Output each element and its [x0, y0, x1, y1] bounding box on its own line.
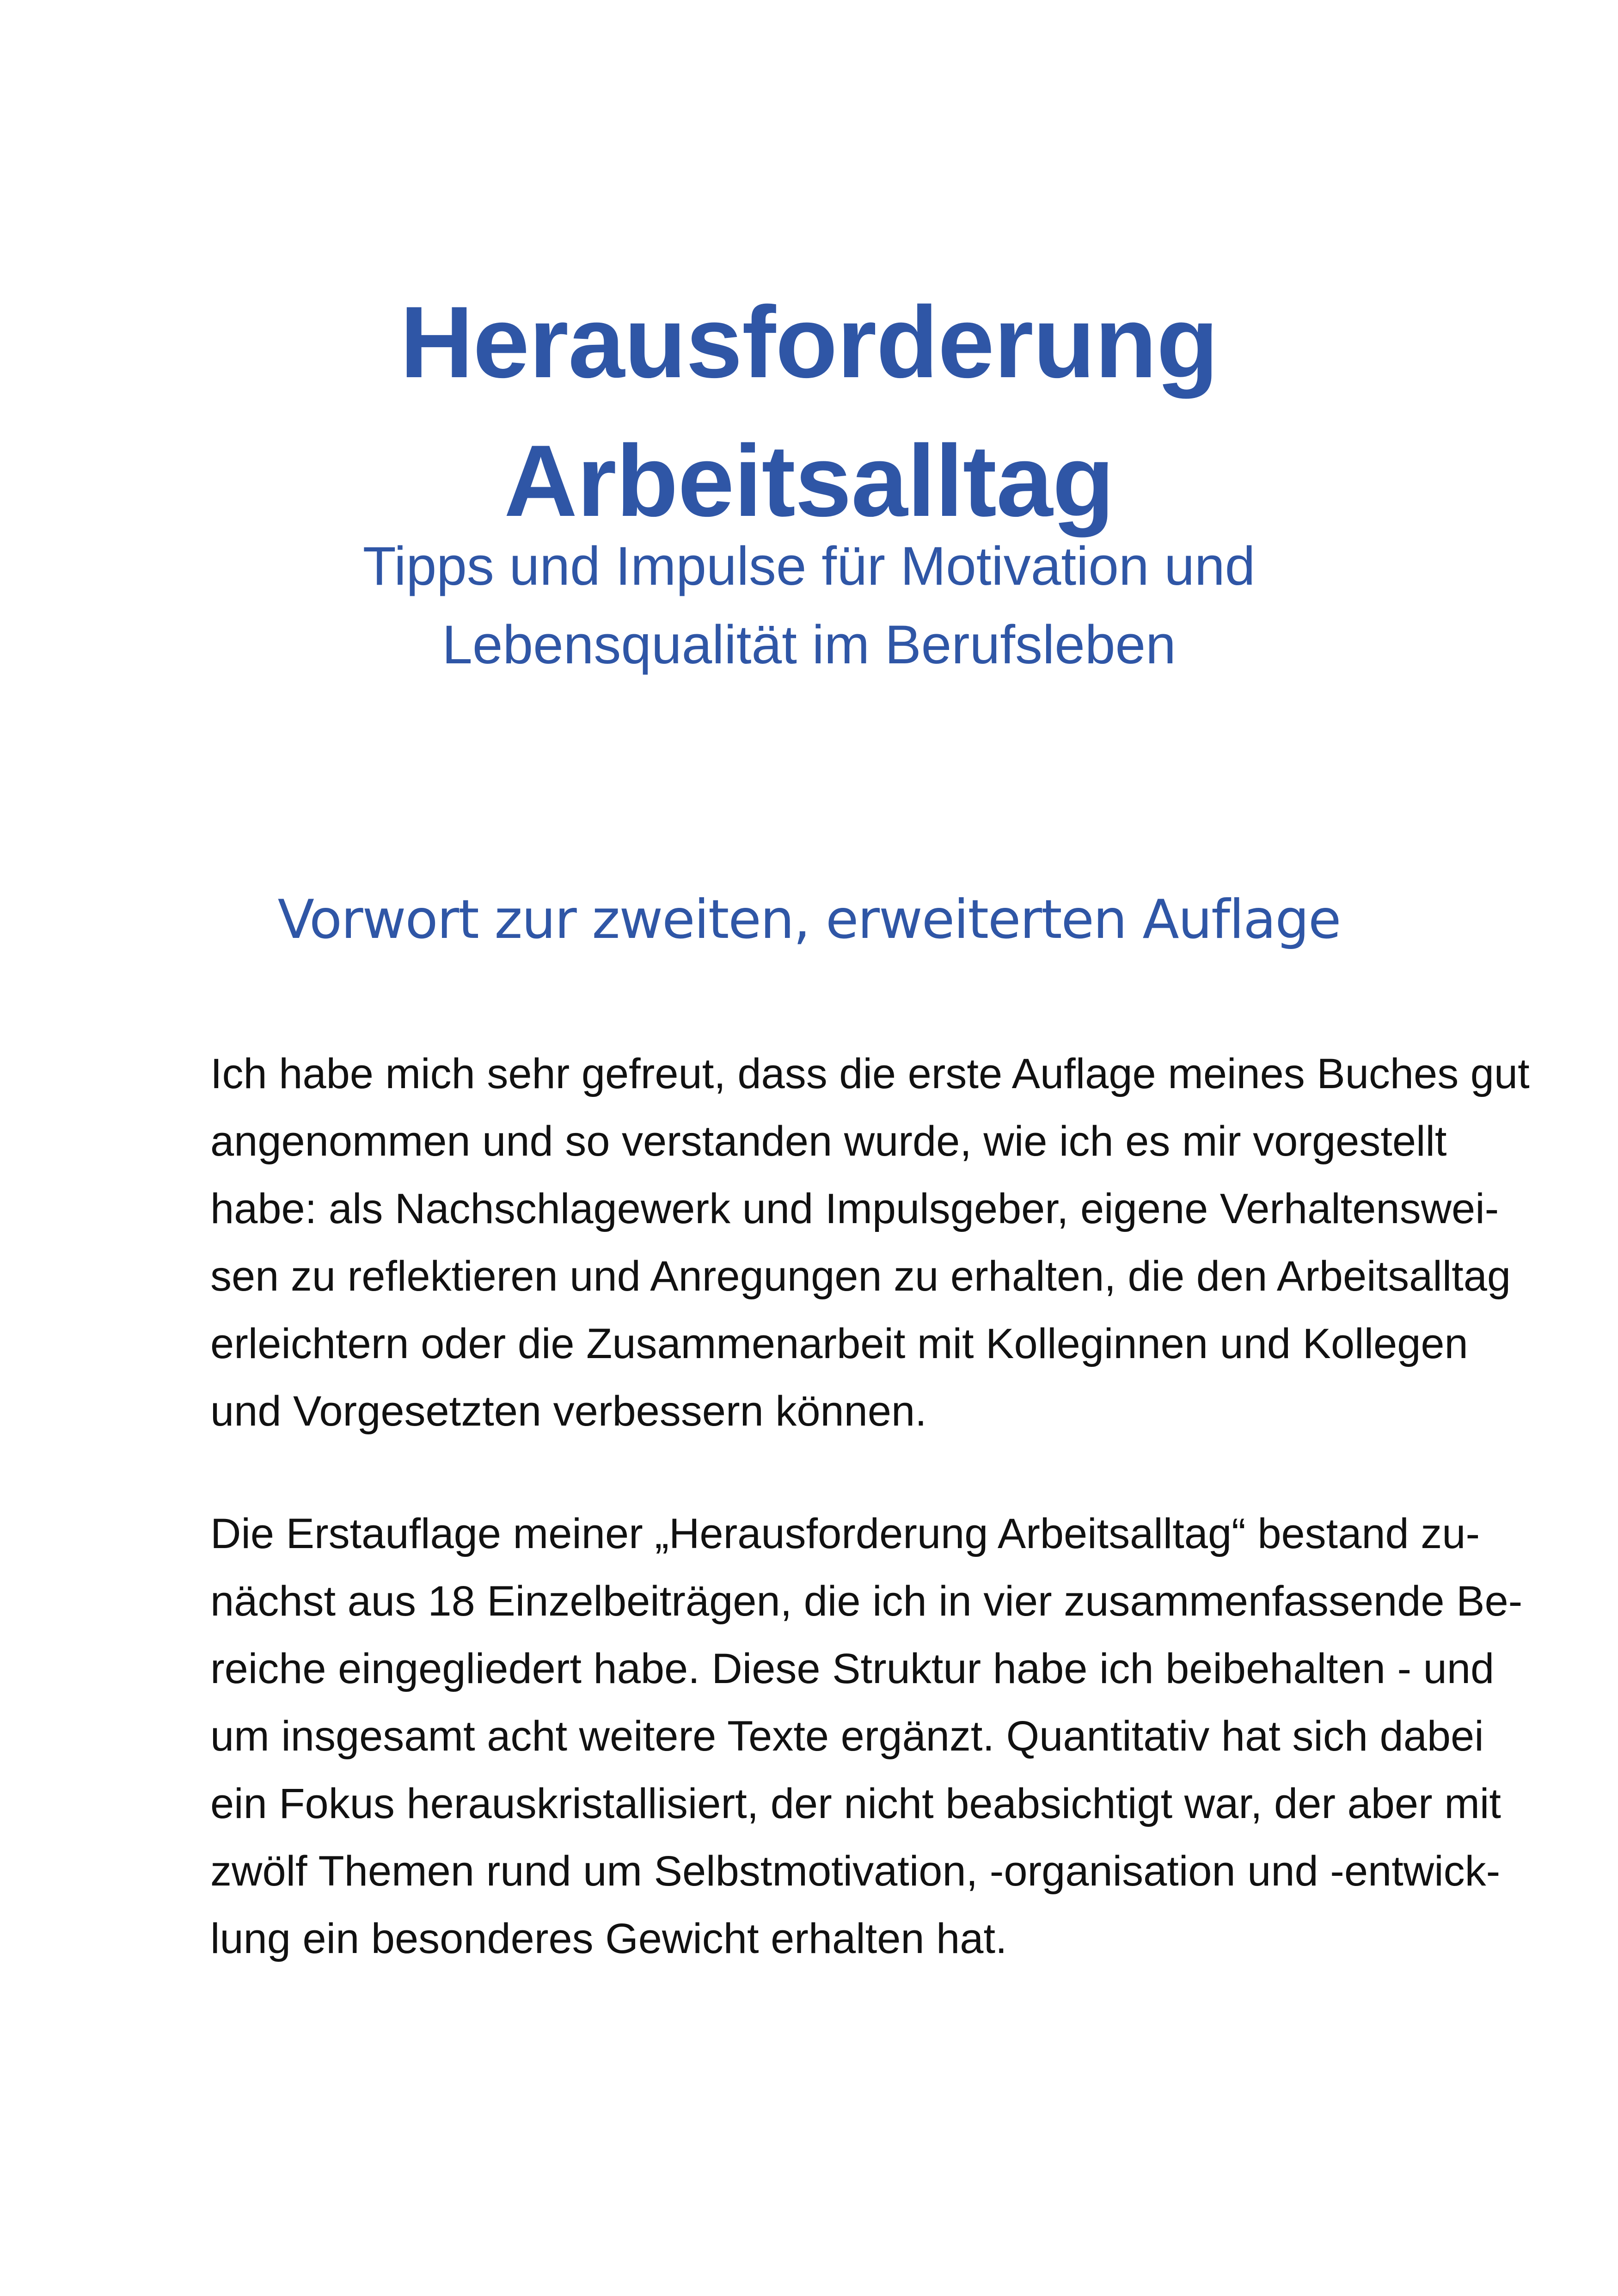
paragraph-2 [210, 1500, 1523, 1972]
paragraph-line: Ich habe mich sehr gefreut, dass die erste Auflage meines Buches gut [210, 1050, 1530, 1097]
paragraph-1 [210, 1040, 1530, 1445]
paragraph-line: zwölf Themen rund um Selbstmotivation, -organisation und -entwick- [210, 1848, 1501, 1895]
book-title [0, 273, 1618, 550]
paragraph-line: lung ein besonderes Gewicht erhalten hat. [210, 1915, 1007, 1962]
paragraph-line: nächst aus 18 Einzelbeiträgen, die ich in vier zusammenfassende Be- [210, 1578, 1523, 1625]
paragraph-line: Die Erstauflage meiner „Herausforderung Arbeitsalltag“ bestand zu- [210, 1510, 1480, 1557]
paragraph-line: angenommen und so verstanden wurde, wie ich es mir vorgestellt [210, 1118, 1447, 1165]
book-title-line-1: Herausforderung [400, 285, 1218, 399]
book-title-line-2: Arbeitsalltag [504, 424, 1114, 538]
book-subtitle-line-2: Lebensqualität im Berufsleben [442, 614, 1176, 675]
paragraph-line: erleichtern oder die Zusammenarbeit mit Kolleginnen und Kollegen [210, 1320, 1468, 1367]
paragraph-line: sen zu reflektieren und Anregungen zu erhalten, die den Arbeitsalltag [210, 1253, 1511, 1300]
paragraph-line: habe: als Nachschlagewerk und Impulsgeber, eigene Verhaltenswei- [210, 1185, 1499, 1232]
book-subtitle-line-1: Tipps und Impulse für Motivation und [362, 536, 1256, 597]
section-heading: Vorwort zur zweiten, erweiterten Auflage [277, 888, 1341, 951]
book-subtitle [0, 527, 1618, 684]
paragraph-line: ein Fokus herauskristallisiert, der nicht beabsichtigt war, der aber mit [210, 1780, 1501, 1827]
paragraph-line: um insgesamt acht weitere Texte ergänzt. Quantitativ hat sich dabei [210, 1713, 1484, 1760]
paragraph-line: und Vorgesetzten verbessern können. [210, 1388, 927, 1435]
paragraph-line: reiche eingegliedert habe. Diese Struktur habe ich beibehalten - und [210, 1645, 1495, 1692]
